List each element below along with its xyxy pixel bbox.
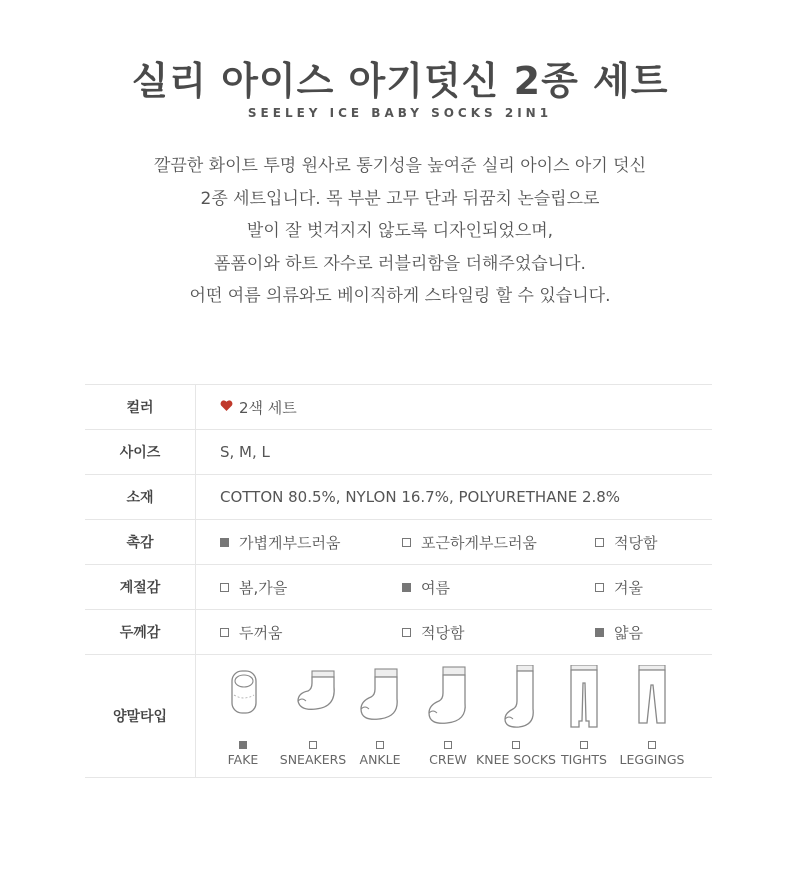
spec-label: 촉감 <box>85 520 196 564</box>
spec-row-sock-type <box>85 655 712 778</box>
checkbox-icon <box>444 741 452 749</box>
spec-label: 소재 <box>85 475 196 519</box>
spec-row-texture <box>85 520 712 565</box>
thickness-option: 적당함 <box>402 610 464 654</box>
spec-table <box>85 384 712 778</box>
season-option: 겨울 <box>595 565 643 609</box>
checkbox-icon <box>512 741 520 749</box>
checkbox-icon <box>595 583 604 592</box>
sneakers-sock-icon <box>278 665 348 735</box>
checkbox-icon <box>580 741 588 749</box>
sock-type-tights: TIGHTS <box>549 655 619 777</box>
tights-icon <box>549 665 619 735</box>
product-title: 실리 아이스 아기덧신 2종 세트 <box>131 59 669 103</box>
checkbox-icon <box>402 628 411 637</box>
checkbox-icon <box>220 538 229 547</box>
spec-row-material <box>85 475 712 520</box>
spec-row-size <box>85 430 712 475</box>
spec-label: 사이즈 <box>85 430 196 474</box>
spec-row-thickness <box>85 610 712 655</box>
spec-row-color <box>85 385 712 430</box>
material-value: COTTON 80.5%, NYLON 16.7%, POLYURETHANE 2.8% <box>220 488 621 506</box>
checkbox-icon <box>595 538 604 547</box>
sock-type-leggings: LEGGINGS <box>617 655 687 777</box>
sock-type-sneakers: SNEAKERS <box>278 655 348 777</box>
knee-sock-icon <box>481 665 551 735</box>
product-description <box>0 150 800 313</box>
crew-sock-icon <box>413 665 483 735</box>
spec-label: 양말타입 <box>85 655 196 777</box>
spec-label: 계절감 <box>85 565 196 609</box>
checkbox-icon <box>402 538 411 547</box>
checkbox-icon <box>220 628 229 637</box>
sock-type-fake: FAKE <box>208 655 278 777</box>
spec-row-season <box>85 565 712 610</box>
thickness-option: 얇음 <box>595 610 643 654</box>
description-line: 2종 세트입니다. 목 부분 고무 단과 뒤꿈치 논슬립으로 <box>200 188 600 209</box>
sock-type-crew: CREW <box>413 655 483 777</box>
texture-option: 가볍게부드러움 <box>220 520 340 564</box>
spec-label: 컬러 <box>85 385 196 429</box>
checkbox-icon <box>402 583 411 592</box>
product-subtitle: SEELEY ICE BABY SOCKS 2IN1 <box>247 106 553 120</box>
leggings-icon <box>617 665 687 735</box>
color-value: 2색 세트 <box>239 398 297 417</box>
size-value: S, M, L <box>220 443 270 461</box>
sock-type-knee-socks: KNEE SOCKS <box>481 655 551 777</box>
spec-label: 두께감 <box>85 610 196 654</box>
checkbox-icon <box>239 741 247 749</box>
description-line: 깔끔한 화이트 투명 원사로 통기성을 높여준 실리 아이스 아기 덧신 <box>153 156 647 176</box>
texture-option: 적당함 <box>595 520 657 564</box>
ankle-sock-icon <box>345 665 415 735</box>
texture-option: 포근하게부드러움 <box>402 520 537 564</box>
heart-icon <box>220 398 233 416</box>
checkbox-icon <box>595 628 604 637</box>
thickness-option: 두꺼움 <box>220 610 282 654</box>
checkbox-icon <box>309 741 317 749</box>
description-line: 발이 잘 벗겨지지 않도록 디자인되었으며, <box>246 221 554 241</box>
sock-type-ankle: ANKLE <box>345 655 415 777</box>
description-line: 어떤 여름 의류와도 베이직하게 스타일링 할 수 있습니다. <box>189 286 611 306</box>
checkbox-icon <box>220 583 229 592</box>
season-option: 봄,가을 <box>220 565 287 609</box>
season-option: 여름 <box>402 565 450 609</box>
fake-sock-icon <box>208 665 278 735</box>
checkbox-icon <box>376 741 384 749</box>
checkbox-icon <box>648 741 656 749</box>
description-line: 폼폼이와 하트 자수로 러블리함을 더해주었습니다. <box>214 253 586 274</box>
